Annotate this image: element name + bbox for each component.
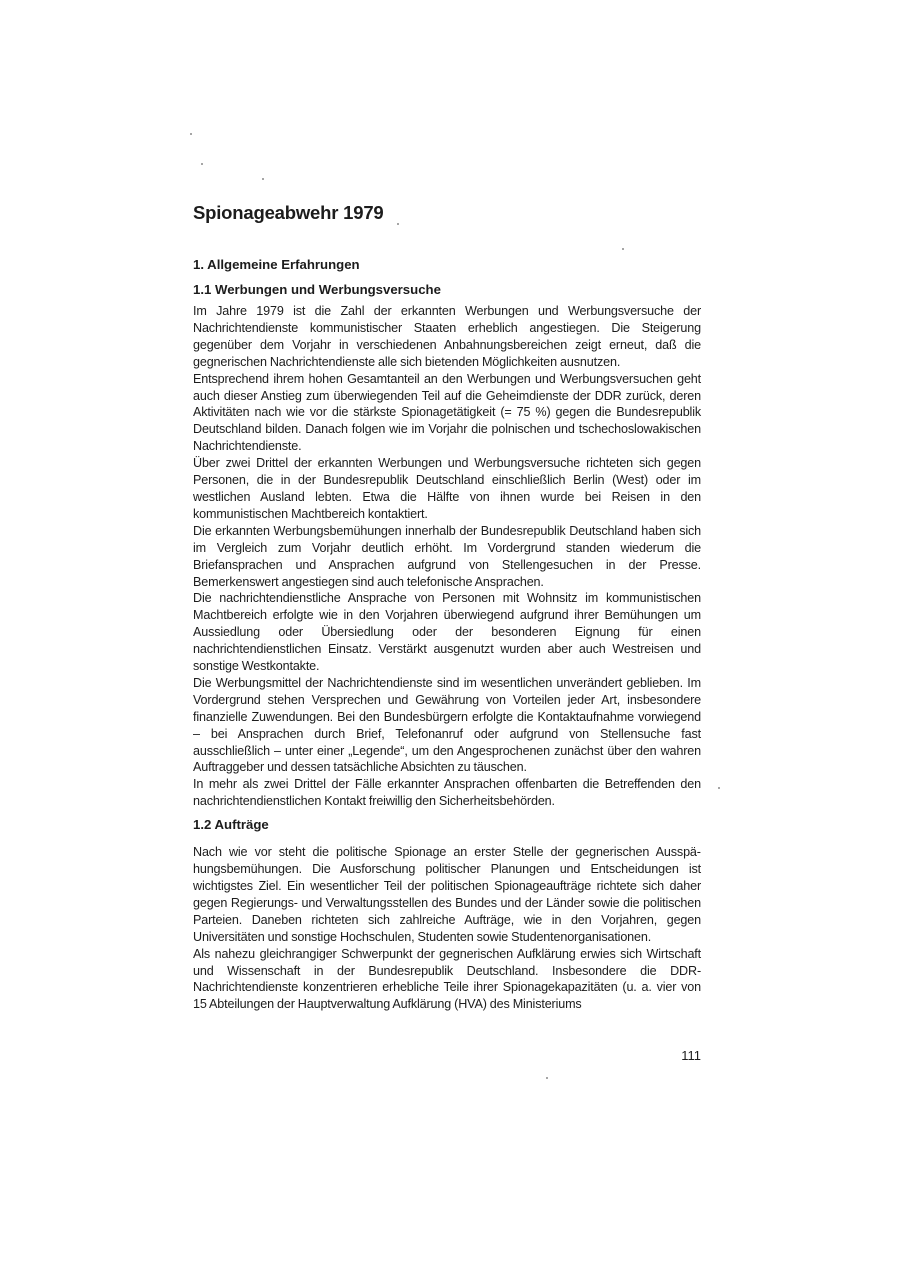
paragraph: Über zwei Drittel der erkannten Werbungen und Werbungsversuche richteten sich gegen Personen, die in der Bundesrepublik Deutschland einschließlich Berlin (West) oder im westlichen Ausland lebten. Etwa die Hälfte von ihnen wurde bei Reisen in den kommunistischen Machtbereich kontaktiert. xyxy=(193,456,701,521)
paragraph: In mehr als zwei Drittel der Fälle erkannter Ansprachen offenbarten die Betreffenden den nachrichtendienstlichen Kontakt freiwillig den Sicherheitsbehörden. xyxy=(193,777,701,809)
scan-speck xyxy=(718,787,720,789)
paragraph: Die Werbungsmittel der Nachrichtendienste sind im wesentlichen unverändert geblieben. Im Vordergrund stehen Versprechen und Gewährung von Vorteilen jeder Art, insbesondere finanzielle Zuwendungen. Bei den Bundesbürgern erfolgte die Kontaktaufnahme vorwiegend – bei Ansprachen durch Brief, Telefonanruf oder aufgrund von Stellensuche fast ausschließlich – unter einer „Legende“, um den Angesprochenen zunächst über den wahren Auftraggeber und dessen tatsächliche Absichten zu täuschen. xyxy=(193,675,701,775)
section-heading-1: 1. Allgemeine Erfahrungen xyxy=(193,257,360,272)
section-heading-1-1: 1.1 Werbungen und Werbungsversuche xyxy=(193,282,441,297)
scan-speck xyxy=(546,1077,548,1079)
scan-speck xyxy=(262,178,264,180)
document-title: Spionageabwehr 1979 xyxy=(193,202,384,223)
section-heading-1-2: 1.2 Aufträge xyxy=(193,817,269,833)
page-number: 111 xyxy=(681,1048,701,1063)
paragraph: Die erkannten Werbungsbemühungen innerhalb der Bundesrepublik Deutschland haben sich im Vergleich zum Vorjahr deutlich erhöht. Im Vordergrund standen wiederum die Briefansprachen und Ansprachen aufgrund von Stellengesuchen in der Presse. Bemerkenswert angestiegen sind auch telefonische Ansprachen. xyxy=(193,523,701,589)
paragraph: Die nachrichtendienstliche Ansprache von Personen mit Wohnsitz im kommunistischen Machtbereich erfolgte wie in den Vorjahren überwiegend aufgrund ihrer Bemühungen um Aussiedlung oder Übersiedlung oder der besonderen Eignung für einen nachrichtendienstlichen Einsatz. Verstärkt ausgenutzt wurden aber auch Westreisen und sonstige Westkontakte. xyxy=(193,591,701,674)
paragraph: Entsprechend ihrem hohen Gesamtanteil an den Werbungen und Werbungsversuchen geht auch dieser Anstieg zum überwiegenden Teil auf die Geheimdienste der DDR zurück, deren Aktivitäten nach wie vor die stärkste Spionagetätigkeit (= 75 %) gegen die Bundesrepublik Deutschland bilden. Danach folgen wie im Vorjahr die polnischen und tschechoslowakischen Nachrichtendienste. xyxy=(193,371,701,454)
paragraph: Im Jahre 1979 ist die Zahl der erkannten Werbungen und Werbungsversuche der Nachrichtendienste kommunistischer Staaten erheblich angestiegen. Die Steigerung gegenüber dem Vorjahr in verschiedenen Anbahnungsbereichen zeigt erneut, daß die gegnerischen Nachrichtendienste alle sich bietenden Möglichkeiten ausnutzen. xyxy=(193,304,701,369)
paragraph: Nach wie vor steht die politische Spionage an erster Stelle der gegnerischen Ausspähungsbemühungen. Die Ausforschung politischer Planungen und Entscheidungen ist wichtigstes Ziel. Ein wesentlicher Teil der politischen Spionageaufträge richtete sich daher gegen Regierungs- und Verwaltungsstellen des Bundes und der Länder sowie die politischen Parteien. Daneben richteten sich zahlreiche Aufträge, wie in den Vorjahren, gegen Universitäten und sonstige Hochschulen, Studenten sowie Studentenorganisationen. xyxy=(193,845,701,944)
page-content xyxy=(193,200,701,1013)
paragraph: Als nahezu gleichrangiger Schwerpunkt der gegnerischen Aufklärung erwies sich Wirtschaft und Wissenschaft in der Bundesrepublik Deutschland. Insbesondere die DDR-Nachrichtendienste konzentrieren erhebliche Teile ihrer Spionagekapazitäten (u. a. vier von 15 Abteilungen der Hauptverwaltung Aufklärung (HVA) des Ministeriums xyxy=(193,946,701,1012)
scan-speck xyxy=(201,163,203,165)
scan-speck xyxy=(190,133,192,135)
